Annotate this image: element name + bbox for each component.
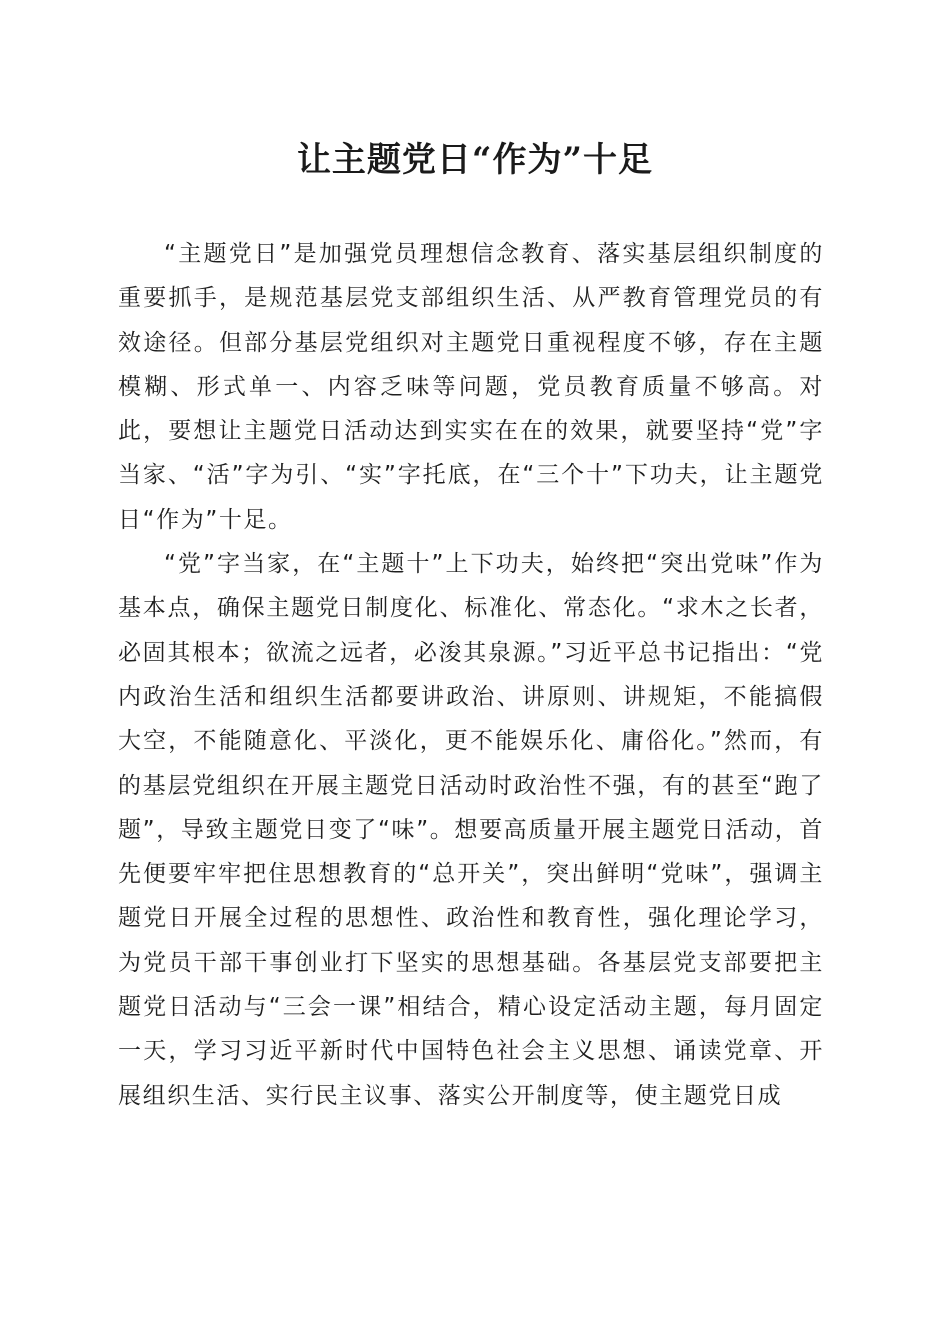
document-title: 让主题党日“作为”十足 — [296, 140, 654, 180]
document-body — [118, 232, 824, 1118]
paragraph-party-theme: “党”字当家，在“主题十”上下功夫，始终把“突出党味”作为基本点，确保主题党日制度化、标准化、常态化。“求木之长者，必固其根本；欲流之远者，必浚其泉源。”习近平总书记指出：“党内政治生活和组织生活都要讲政治、讲原则、讲规矩，不能搞假大空，不能随意化、平淡化，更不能娱乐化、庸俗化。”然而，有的基层党组织在开展主题党日活动时政治性不强，有的甚至“跑了题”，导致主题党日变了“味”。想要高质量开展主题党日活动，首先便要牢牢把住思想教育的“总开关”，突出鲜明“党味”，强调主题党日开展全过程的思想性、政治性和教育性，强化理论学习，为党员干部干事创业打下坚实的思想基础。各基层党支部要把主题党日活动与“三会一课”相结合，精心设定活动主题，每月固定一天，学习习近平新时代中国特色社会主义思想、诵读党章、开展组织生活、实行民主议事、落实公开制度等，使主题党日成 — [118, 551, 824, 1109]
paragraph-intro: “主题党日”是加强党员理想信念教育、落实基层组织制度的重要抓手，是规范基层党支部组织生活、从严教育管理党员的有效途径。但部分基层党组织对主题党日重视程度不够，存在主题模糊、形式单一、内容乏味等问题，党员教育质量不够高。对此，要想让主题党日活动达到实实在在的效果，就要坚持“党”字当家、“活”字为引、“实”字托底，在“三个十”下功夫，让主题党日“作为”十足。 — [118, 241, 824, 533]
